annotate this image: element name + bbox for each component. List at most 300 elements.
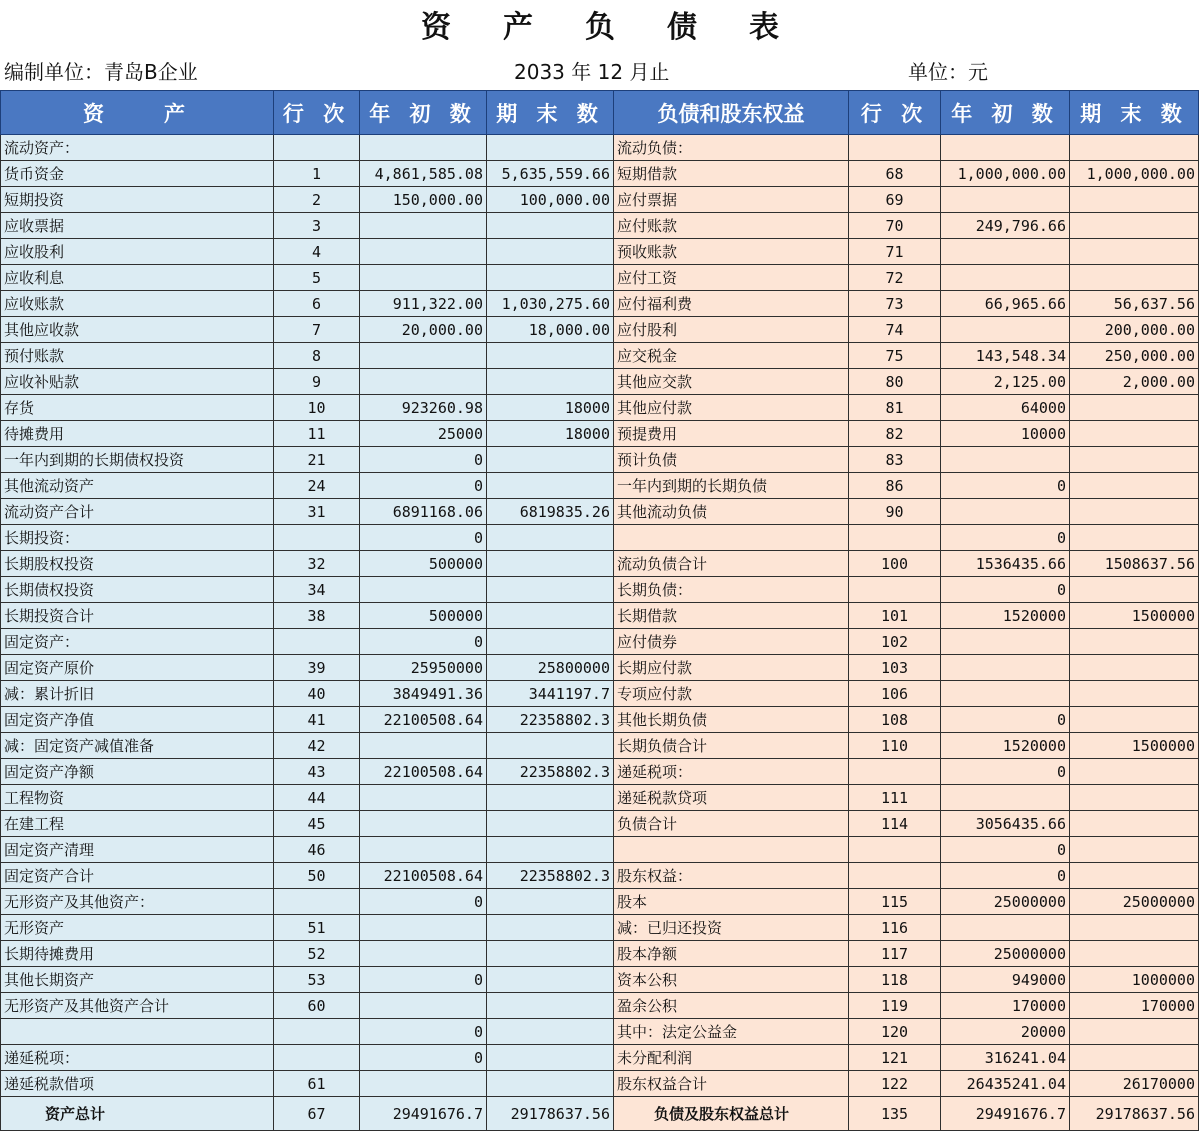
- asset-begin-balance: [360, 265, 487, 291]
- liability-item: 长期负债合计: [614, 733, 849, 759]
- table-row: [1, 889, 1199, 915]
- liability-item: 负债合计: [614, 811, 849, 837]
- liability-item: 应付账款: [614, 213, 849, 239]
- table-row: [1, 1019, 1199, 1045]
- liability-line-no: 68: [849, 161, 941, 187]
- liability-item: 递延税项：: [614, 759, 849, 785]
- asset-line-no: 42: [274, 733, 360, 759]
- asset-end-balance: [487, 811, 614, 837]
- liability-begin-balance: [941, 629, 1070, 655]
- liability-item: 一年内到期的长期负债: [614, 473, 849, 499]
- asset-line-no: 40: [274, 681, 360, 707]
- asset-item: 无形资产及其他资产：: [1, 889, 274, 915]
- liability-line-no: 69: [849, 187, 941, 213]
- liability-begin-balance: 2,125.00: [941, 369, 1070, 395]
- asset-line-no: 52: [274, 941, 360, 967]
- table-row: [1, 135, 1199, 161]
- liability-begin-balance: 26435241.04: [941, 1071, 1070, 1097]
- asset-line-no: 32: [274, 551, 360, 577]
- asset-item: 应收票据: [1, 213, 274, 239]
- liability-end-balance: 1500000: [1070, 603, 1199, 629]
- liability-begin-balance: 64000: [941, 395, 1070, 421]
- liability-end-balance: 56,637.56: [1070, 291, 1199, 317]
- liability-begin-balance: 0: [941, 707, 1070, 733]
- table-row: [1, 1071, 1199, 1097]
- asset-end-balance: 100,000.00: [487, 187, 614, 213]
- liability-end-balance: [1070, 1019, 1199, 1045]
- asset-item: 固定资产清理: [1, 837, 274, 863]
- asset-item: 减：固定资产减值准备: [1, 733, 274, 759]
- asset-item: 待摊费用: [1, 421, 274, 447]
- asset-end-balance: [487, 1045, 614, 1071]
- liability-begin-balance: 1536435.66: [941, 551, 1070, 577]
- reporting-entity-label: 编制单位：青岛B企业: [4, 60, 198, 84]
- asset-end-balance: [487, 473, 614, 499]
- liability-item: 股东权益合计: [614, 1071, 849, 1097]
- liability-line-no: 110: [849, 733, 941, 759]
- table-row: [1, 603, 1199, 629]
- asset-line-no: 38: [274, 603, 360, 629]
- asset-end-balance: 22358802.3: [487, 863, 614, 889]
- asset-begin-balance: [360, 837, 487, 863]
- asset-item: [1, 1019, 274, 1045]
- liability-line-no: 115: [849, 889, 941, 915]
- asset-line-no: [274, 889, 360, 915]
- table-row: [1, 707, 1199, 733]
- asset-end-balance: [487, 239, 614, 265]
- asset-item: 其他应收款: [1, 317, 274, 343]
- liability-begin-balance: [941, 785, 1070, 811]
- asset-line-no: [274, 1045, 360, 1071]
- asset-end-balance: [487, 265, 614, 291]
- liability-end-balance: [1070, 811, 1199, 837]
- liability-end-balance: [1070, 681, 1199, 707]
- liability-end-balance: [1070, 577, 1199, 603]
- asset-line-no: 39: [274, 655, 360, 681]
- liability-item: 应付债券: [614, 629, 849, 655]
- asset-end-balance: 3441197.7: [487, 681, 614, 707]
- asset-line-no: 45: [274, 811, 360, 837]
- liability-item: 长期应付款: [614, 655, 849, 681]
- header-liab-end: 期 末 数: [1070, 91, 1199, 135]
- liability-item: 递延税款贷项: [614, 785, 849, 811]
- table-row: [1, 291, 1199, 317]
- asset-line-no: 31: [274, 499, 360, 525]
- asset-line-no: [274, 1019, 360, 1045]
- liability-begin-balance: 25000000: [941, 941, 1070, 967]
- asset-end-balance: [487, 837, 614, 863]
- liability-end-balance: [1070, 213, 1199, 239]
- total-liab-equity-label: 负债及股东权益总计: [614, 1097, 849, 1131]
- liability-line-no: 119: [849, 993, 941, 1019]
- asset-item: 递延税款借项: [1, 1071, 274, 1097]
- liability-begin-balance: 3056435.66: [941, 811, 1070, 837]
- table-row: [1, 629, 1199, 655]
- asset-line-no: 2: [274, 187, 360, 213]
- liability-item: [614, 837, 849, 863]
- table-row: [1, 369, 1199, 395]
- liability-line-no: 111: [849, 785, 941, 811]
- liability-line-no: 118: [849, 967, 941, 993]
- asset-end-balance: 5,635,559.66: [487, 161, 614, 187]
- asset-line-no: 5: [274, 265, 360, 291]
- liability-end-balance: [1070, 759, 1199, 785]
- table-row: [1, 759, 1199, 785]
- asset-end-balance: [487, 525, 614, 551]
- asset-end-balance: 18000: [487, 395, 614, 421]
- liability-item: 其他长期负债: [614, 707, 849, 733]
- liability-end-balance: [1070, 135, 1199, 161]
- asset-end-balance: [487, 603, 614, 629]
- asset-item: 其他流动资产: [1, 473, 274, 499]
- asset-begin-balance: 25950000: [360, 655, 487, 681]
- liability-begin-balance: 1,000,000.00: [941, 161, 1070, 187]
- asset-begin-balance: 911,322.00: [360, 291, 487, 317]
- liability-line-no: [849, 577, 941, 603]
- asset-line-no: 1: [274, 161, 360, 187]
- liability-item: 应付福利费: [614, 291, 849, 317]
- table-row: [1, 499, 1199, 525]
- liability-line-no: 100: [849, 551, 941, 577]
- asset-begin-balance: 150,000.00: [360, 187, 487, 213]
- asset-item: 递延税项：: [1, 1045, 274, 1071]
- asset-begin-balance: 500000: [360, 551, 487, 577]
- liability-end-balance: [1070, 837, 1199, 863]
- table-row: [1, 239, 1199, 265]
- asset-begin-balance: [360, 135, 487, 161]
- asset-begin-balance: 22100508.64: [360, 863, 487, 889]
- asset-line-no: 50: [274, 863, 360, 889]
- asset-end-balance: [487, 733, 614, 759]
- asset-begin-balance: 4,861,585.08: [360, 161, 487, 187]
- asset-line-no: 11: [274, 421, 360, 447]
- table-row: [1, 421, 1199, 447]
- asset-line-no: 21: [274, 447, 360, 473]
- asset-line-no: 10: [274, 395, 360, 421]
- liability-item: 减：已归还投资: [614, 915, 849, 941]
- header-liabilities-equity: 负债和股东权益: [614, 91, 849, 135]
- liability-item: 长期借款: [614, 603, 849, 629]
- table-row: [1, 551, 1199, 577]
- asset-item: 固定资产：: [1, 629, 274, 655]
- asset-item: 无形资产及其他资产合计: [1, 993, 274, 1019]
- asset-line-no: 4: [274, 239, 360, 265]
- asset-begin-balance: 3849491.36: [360, 681, 487, 707]
- table-row: [1, 863, 1199, 889]
- liability-item: 股本净额: [614, 941, 849, 967]
- asset-end-balance: [487, 1071, 614, 1097]
- liability-line-no: 114: [849, 811, 941, 837]
- liability-item: 短期借款: [614, 161, 849, 187]
- total-assets-label: 资产总计: [1, 1097, 274, 1131]
- liability-begin-balance: 1520000: [941, 733, 1070, 759]
- table-row: [1, 733, 1199, 759]
- liability-line-no: [849, 837, 941, 863]
- liability-end-balance: [1070, 447, 1199, 473]
- liability-item: 应付工资: [614, 265, 849, 291]
- liability-line-no: 108: [849, 707, 941, 733]
- liability-item: 未分配利润: [614, 1045, 849, 1071]
- header-asset-line-no: 行 次: [274, 91, 360, 135]
- asset-end-balance: [487, 993, 614, 1019]
- liability-begin-balance: 25000000: [941, 889, 1070, 915]
- liability-begin-balance: [941, 499, 1070, 525]
- asset-begin-balance: 0: [360, 967, 487, 993]
- header-asset-end: 期 末 数: [487, 91, 614, 135]
- total-assets-end: 29178637.56: [487, 1097, 614, 1131]
- liability-end-balance: [1070, 525, 1199, 551]
- asset-begin-balance: [360, 785, 487, 811]
- liability-item: 其中：法定公益金: [614, 1019, 849, 1045]
- asset-begin-balance: [360, 577, 487, 603]
- table-row: [1, 655, 1199, 681]
- liability-begin-balance: [941, 239, 1070, 265]
- liability-begin-balance: 10000: [941, 421, 1070, 447]
- total-liab-equity-end: 29178637.56: [1070, 1097, 1199, 1131]
- liability-begin-balance: [941, 447, 1070, 473]
- asset-item: 短期投资: [1, 187, 274, 213]
- header-liab-begin: 年 初 数: [941, 91, 1070, 135]
- liability-begin-balance: [941, 915, 1070, 941]
- liability-begin-balance: 316241.04: [941, 1045, 1070, 1071]
- asset-end-balance: 6819835.26: [487, 499, 614, 525]
- asset-end-balance: [487, 785, 614, 811]
- liability-end-balance: 1000000: [1070, 967, 1199, 993]
- liability-line-no: 75: [849, 343, 941, 369]
- liability-begin-balance: 249,796.66: [941, 213, 1070, 239]
- asset-begin-balance: [360, 213, 487, 239]
- asset-item: 一年内到期的长期债权投资: [1, 447, 274, 473]
- table-row: [1, 213, 1199, 239]
- liability-line-no: 106: [849, 681, 941, 707]
- asset-item: 固定资产原价: [1, 655, 274, 681]
- liability-end-balance: [1070, 655, 1199, 681]
- asset-line-no: 9: [274, 369, 360, 395]
- liability-end-balance: 250,000.00: [1070, 343, 1199, 369]
- asset-begin-balance: 0: [360, 447, 487, 473]
- asset-item: 预付账款: [1, 343, 274, 369]
- asset-end-balance: [487, 629, 614, 655]
- asset-line-no: 7: [274, 317, 360, 343]
- asset-item: 长期投资合计: [1, 603, 274, 629]
- asset-line-no: 46: [274, 837, 360, 863]
- asset-line-no: 60: [274, 993, 360, 1019]
- liability-item: 应交税金: [614, 343, 849, 369]
- grand-total-row: [1, 1097, 1199, 1131]
- asset-begin-balance: [360, 1071, 487, 1097]
- liability-item: 预提费用: [614, 421, 849, 447]
- liability-line-no: [849, 863, 941, 889]
- liability-end-balance: [1070, 915, 1199, 941]
- total-assets-begin: 29491676.7: [360, 1097, 487, 1131]
- asset-end-balance: [487, 369, 614, 395]
- asset-line-no: 3: [274, 213, 360, 239]
- liability-end-balance: [1070, 1045, 1199, 1071]
- asset-end-balance: 1,030,275.60: [487, 291, 614, 317]
- liability-begin-balance: 0: [941, 759, 1070, 785]
- liability-begin-balance: 0: [941, 577, 1070, 603]
- asset-end-balance: [487, 915, 614, 941]
- asset-end-balance: 25800000: [487, 655, 614, 681]
- liability-item: 应付票据: [614, 187, 849, 213]
- liability-end-balance: [1070, 785, 1199, 811]
- liability-line-no: 74: [849, 317, 941, 343]
- liability-line-no: 83: [849, 447, 941, 473]
- balance-sheet-table: [0, 90, 1199, 1131]
- liability-line-no: [849, 759, 941, 785]
- asset-line-no: [274, 629, 360, 655]
- liability-item: 长期负债：: [614, 577, 849, 603]
- liability-item: [614, 525, 849, 551]
- asset-begin-balance: [360, 993, 487, 1019]
- table-row: [1, 941, 1199, 967]
- asset-line-no: 34: [274, 577, 360, 603]
- asset-begin-balance: [360, 239, 487, 265]
- liability-end-balance: 170000: [1070, 993, 1199, 1019]
- total-liab-equity-line-no: 135: [849, 1097, 941, 1131]
- liability-line-no: 86: [849, 473, 941, 499]
- liability-end-balance: [1070, 421, 1199, 447]
- table-row: [1, 915, 1199, 941]
- total-liab-equity-begin: 29491676.7: [941, 1097, 1070, 1131]
- asset-item: 固定资产净额: [1, 759, 274, 785]
- asset-end-balance: [487, 551, 614, 577]
- asset-end-balance: [487, 213, 614, 239]
- table-row: [1, 1045, 1199, 1071]
- asset-item: 流动资产合计: [1, 499, 274, 525]
- liability-begin-balance: 0: [941, 863, 1070, 889]
- liability-item: 股东权益：: [614, 863, 849, 889]
- liability-line-no: 116: [849, 915, 941, 941]
- liability-item: 预计负债: [614, 447, 849, 473]
- table-row: [1, 785, 1199, 811]
- liability-begin-balance: [941, 187, 1070, 213]
- asset-item: 应收补贴款: [1, 369, 274, 395]
- liability-line-no: 80: [849, 369, 941, 395]
- asset-item: 无形资产: [1, 915, 274, 941]
- table-row: [1, 525, 1199, 551]
- liability-end-balance: [1070, 395, 1199, 421]
- asset-begin-balance: 20,000.00: [360, 317, 487, 343]
- asset-item: 应收账款: [1, 291, 274, 317]
- liability-line-no: 122: [849, 1071, 941, 1097]
- asset-item: 减：累计折旧: [1, 681, 274, 707]
- liability-item: 其他应付款: [614, 395, 849, 421]
- asset-item: 长期股权投资: [1, 551, 274, 577]
- asset-item: 长期投资：: [1, 525, 274, 551]
- asset-item: 长期债权投资: [1, 577, 274, 603]
- table-row: [1, 161, 1199, 187]
- asset-line-no: 61: [274, 1071, 360, 1097]
- liability-end-balance: 1500000: [1070, 733, 1199, 759]
- asset-item: 固定资产净值: [1, 707, 274, 733]
- liability-begin-balance: 66,965.66: [941, 291, 1070, 317]
- asset-end-balance: [487, 1019, 614, 1045]
- liability-line-no: [849, 525, 941, 551]
- asset-line-no: 41: [274, 707, 360, 733]
- asset-begin-balance: [360, 941, 487, 967]
- table-row: [1, 473, 1199, 499]
- asset-begin-balance: 500000: [360, 603, 487, 629]
- asset-begin-balance: 923260.98: [360, 395, 487, 421]
- liability-item: 其他流动负债: [614, 499, 849, 525]
- liability-line-no: 82: [849, 421, 941, 447]
- table-row: [1, 395, 1199, 421]
- asset-item: 货币资金: [1, 161, 274, 187]
- asset-begin-balance: [360, 811, 487, 837]
- asset-line-no: 8: [274, 343, 360, 369]
- liability-end-balance: 1508637.56: [1070, 551, 1199, 577]
- table-row: [1, 811, 1199, 837]
- liability-begin-balance: 20000: [941, 1019, 1070, 1045]
- liability-line-no: 120: [849, 1019, 941, 1045]
- liability-item: 应付股利: [614, 317, 849, 343]
- asset-begin-balance: 0: [360, 629, 487, 655]
- liability-end-balance: 25000000: [1070, 889, 1199, 915]
- liability-line-no: 81: [849, 395, 941, 421]
- liability-end-balance: [1070, 629, 1199, 655]
- liability-end-balance: 1,000,000.00: [1070, 161, 1199, 187]
- asset-end-balance: [487, 941, 614, 967]
- asset-item: 应收利息: [1, 265, 274, 291]
- table-row: [1, 265, 1199, 291]
- liability-line-no: 103: [849, 655, 941, 681]
- liability-end-balance: [1070, 863, 1199, 889]
- asset-end-balance: 18,000.00: [487, 317, 614, 343]
- liability-end-balance: [1070, 941, 1199, 967]
- liability-end-balance: 2,000.00: [1070, 369, 1199, 395]
- liability-begin-balance: [941, 655, 1070, 681]
- asset-end-balance: 18000: [487, 421, 614, 447]
- asset-item: 其他长期资产: [1, 967, 274, 993]
- asset-end-balance: [487, 889, 614, 915]
- page-title: 资产负债表: [421, 10, 831, 45]
- liability-line-no: 102: [849, 629, 941, 655]
- table-row: [1, 447, 1199, 473]
- asset-end-balance: [487, 135, 614, 161]
- asset-end-balance: 22358802.3: [487, 707, 614, 733]
- asset-line-no: 6: [274, 291, 360, 317]
- liability-begin-balance: 949000: [941, 967, 1070, 993]
- liability-line-no: [849, 135, 941, 161]
- liability-end-balance: [1070, 265, 1199, 291]
- asset-end-balance: [487, 343, 614, 369]
- asset-begin-balance: 0: [360, 1019, 487, 1045]
- asset-begin-balance: 0: [360, 473, 487, 499]
- liability-begin-balance: 0: [941, 525, 1070, 551]
- asset-line-no: 24: [274, 473, 360, 499]
- table-header-row: [1, 91, 1199, 135]
- asset-item: 流动资产：: [1, 135, 274, 161]
- table-row: [1, 837, 1199, 863]
- liability-item: 流动负债：: [614, 135, 849, 161]
- asset-begin-balance: 0: [360, 1045, 487, 1071]
- liability-begin-balance: [941, 317, 1070, 343]
- asset-begin-balance: 22100508.64: [360, 759, 487, 785]
- table-row: [1, 967, 1199, 993]
- liability-item: 专项应付款: [614, 681, 849, 707]
- asset-line-no: 44: [274, 785, 360, 811]
- liability-begin-balance: 1520000: [941, 603, 1070, 629]
- asset-begin-balance: [360, 915, 487, 941]
- liability-line-no: 72: [849, 265, 941, 291]
- liability-begin-balance: [941, 265, 1070, 291]
- liability-line-no: 117: [849, 941, 941, 967]
- header-asset-begin: 年 初 数: [360, 91, 487, 135]
- liability-begin-balance: [941, 135, 1070, 161]
- table-row: [1, 343, 1199, 369]
- liability-line-no: 73: [849, 291, 941, 317]
